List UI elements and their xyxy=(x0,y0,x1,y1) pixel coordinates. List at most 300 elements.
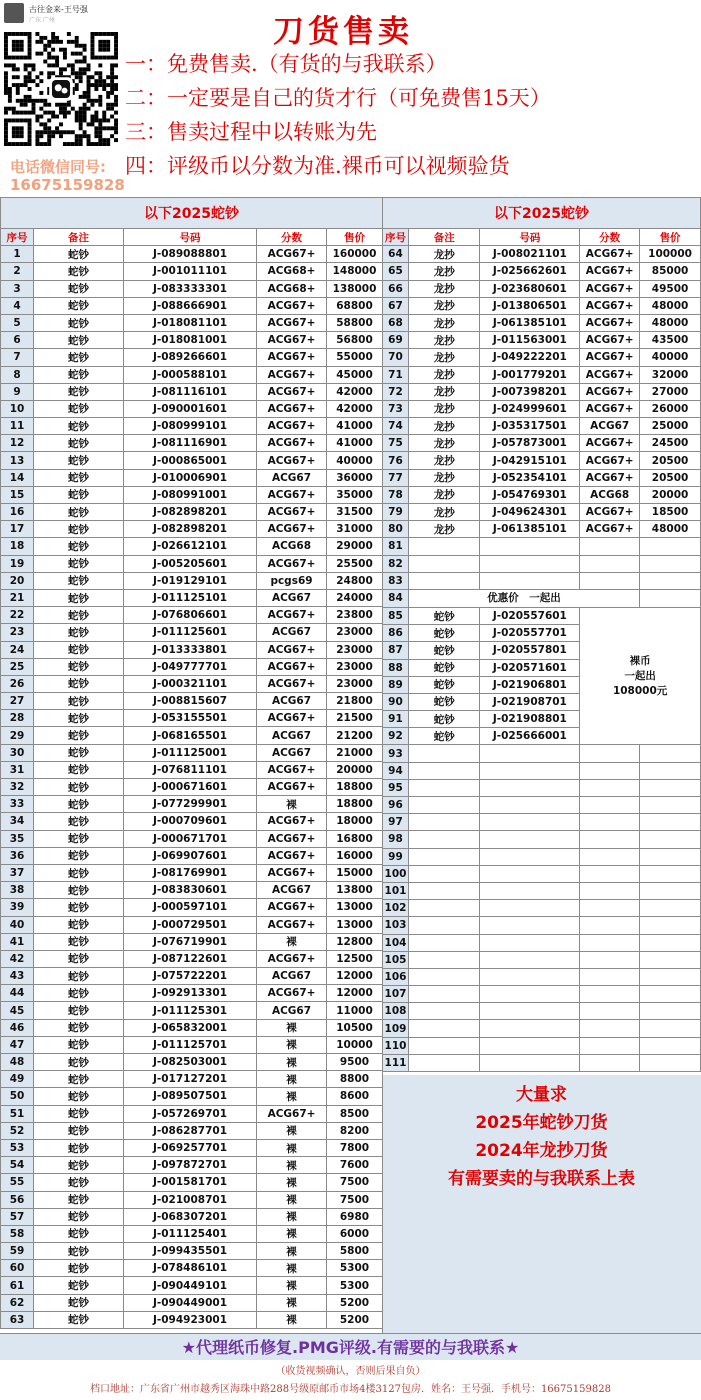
demand-line: 有需要卖的与我联系上表 xyxy=(448,1169,635,1189)
table-row xyxy=(1,1019,383,1036)
table-row xyxy=(1,830,383,847)
row-serial: J-061385101 xyxy=(480,314,580,331)
row-number: 33 xyxy=(1,796,34,813)
row-number: 70 xyxy=(383,349,409,366)
row-price xyxy=(640,745,701,762)
row-grade: 裸 xyxy=(257,1277,327,1294)
row-price xyxy=(640,934,701,951)
row-grade: 裸 xyxy=(257,1122,327,1139)
row-serial: J-001779201 xyxy=(480,366,580,383)
row-price: 8600 xyxy=(327,1088,383,1105)
table-row xyxy=(383,366,701,383)
row-serial: J-025666001 xyxy=(480,728,580,745)
row-serial: J-010006901 xyxy=(124,469,257,486)
row-serial: J-025662601 xyxy=(480,263,580,280)
row-serial: J-042915101 xyxy=(480,452,580,469)
row-note: 蛇钞 xyxy=(34,864,124,881)
row-note: 蛇钞 xyxy=(34,1208,124,1225)
bundle-price-line: 裸币 xyxy=(629,654,651,667)
table-row xyxy=(383,452,701,469)
row-note: 蛇钞 xyxy=(34,555,124,572)
row-number: 38 xyxy=(1,882,34,899)
row-price xyxy=(640,1037,701,1054)
row-serial: J-076811101 xyxy=(124,761,257,778)
row-serial xyxy=(480,917,580,934)
row-serial: J-013806501 xyxy=(480,297,580,314)
row-price xyxy=(640,762,701,779)
row-price: 7500 xyxy=(327,1191,383,1208)
row-grade xyxy=(580,745,640,762)
table-row xyxy=(383,418,701,435)
row-note: 蛇钞 xyxy=(408,711,480,728)
row-note: 蛇钞 xyxy=(34,1002,124,1019)
row-number: 71 xyxy=(383,366,409,383)
row-number: 105 xyxy=(383,951,409,968)
row-number: 35 xyxy=(1,830,34,847)
row-serial xyxy=(480,848,580,865)
table-row xyxy=(383,934,701,951)
table-row xyxy=(1,624,383,641)
row-note: 蛇钞 xyxy=(34,1277,124,1294)
row-note xyxy=(408,986,480,1003)
row-serial: J-000865001 xyxy=(124,452,257,469)
table-row xyxy=(1,675,383,692)
demand-line: 2025年蛇钞刀货 xyxy=(475,1113,608,1133)
row-price: 55000 xyxy=(327,349,383,366)
table-row xyxy=(383,831,701,848)
row-price: 29000 xyxy=(327,538,383,555)
row-grade: ACG67+ xyxy=(257,641,327,658)
row-note: 蛇钞 xyxy=(34,1260,124,1277)
row-price: 40000 xyxy=(640,349,701,366)
row-serial: J-011563001 xyxy=(480,332,580,349)
row-number: 65 xyxy=(383,263,409,280)
row-number: 34 xyxy=(1,813,34,830)
row-number: 109 xyxy=(383,1020,409,1037)
row-grade: ACG67+ xyxy=(257,521,327,538)
row-serial: J-020557701 xyxy=(480,625,580,642)
row-note: 蛇钞 xyxy=(34,1174,124,1191)
row-serial: J-090449101 xyxy=(124,1277,257,1294)
row-grade: ACG67+ xyxy=(580,504,640,521)
header-note: 备注 xyxy=(408,229,480,246)
row-number: 101 xyxy=(383,882,409,899)
row-grade: ACG67+ xyxy=(580,314,640,331)
row-grade: ACG67+ xyxy=(257,864,327,881)
row-note: 蛇钞 xyxy=(34,572,124,589)
row-note: 蛇钞 xyxy=(34,1243,124,1260)
row-grade: 裸 xyxy=(257,1054,327,1071)
row-note: 蛇钞 xyxy=(408,607,480,624)
row-serial: J-068165501 xyxy=(124,727,257,744)
row-serial: J-069257701 xyxy=(124,1139,257,1156)
table-row xyxy=(1,314,383,331)
row-grade: ACG67 xyxy=(257,624,327,641)
row-grade: ACG67+ xyxy=(257,761,327,778)
row-grade xyxy=(580,968,640,985)
row-note: 蛇钞 xyxy=(408,676,480,693)
row-price xyxy=(640,814,701,831)
table-row xyxy=(1,1036,383,1053)
row-note: 蛇钞 xyxy=(34,916,124,933)
row-number: 69 xyxy=(383,332,409,349)
row-grade: 裸 xyxy=(257,933,327,950)
table-row xyxy=(1,366,383,383)
row-note: 龙抄 xyxy=(408,435,480,452)
row-grade: ACG67+ xyxy=(257,779,327,796)
row-number: 6 xyxy=(1,332,34,349)
row-grade: 裸 xyxy=(257,1243,327,1260)
table-row xyxy=(1,263,383,280)
row-note xyxy=(408,555,480,572)
row-price: 25000 xyxy=(640,418,701,435)
row-note: 龙抄 xyxy=(408,469,480,486)
table-row xyxy=(383,555,701,572)
row-number: 56 xyxy=(1,1191,34,1208)
row-number: 91 xyxy=(383,711,409,728)
row-price: 20000 xyxy=(327,761,383,778)
row-note: 蛇钞 xyxy=(34,504,124,521)
table-row xyxy=(1,538,383,555)
row-serial: J-057873001 xyxy=(480,435,580,452)
row-price: 8500 xyxy=(327,1105,383,1122)
table-row xyxy=(383,917,701,934)
table-row xyxy=(383,314,701,331)
row-number: 68 xyxy=(383,314,409,331)
row-grade: ACG67+ xyxy=(257,349,327,366)
row-serial: J-001581701 xyxy=(124,1174,257,1191)
row-grade: ACG67+ xyxy=(257,813,327,830)
table-row xyxy=(1,1002,383,1019)
row-price: 18000 xyxy=(327,813,383,830)
row-grade: ACG67+ xyxy=(580,383,640,400)
row-serial: J-021908801 xyxy=(480,711,580,728)
row-serial xyxy=(480,1003,580,1020)
row-grade: ACG67 xyxy=(257,589,327,606)
bundle-price-line: 108000元 xyxy=(612,684,668,697)
row-serial: J-080991001 xyxy=(124,486,257,503)
table-row xyxy=(1,916,383,933)
row-price: 5200 xyxy=(327,1294,383,1311)
row-grade: 裸 xyxy=(257,796,327,813)
row-number: 22 xyxy=(1,607,34,624)
row-price: 5800 xyxy=(327,1243,383,1260)
row-number: 14 xyxy=(1,469,34,486)
row-grade: ACG67+ xyxy=(580,435,640,452)
row-note: 蛇钞 xyxy=(34,435,124,452)
row-number: 43 xyxy=(1,968,34,985)
footer-address: 档口地址：广东省广州市越秀区海珠中路288号级原邮币市场4楼3127包房．姓名：王号强．手机号：16675159828 xyxy=(90,1384,611,1395)
row-number: 94 xyxy=(383,762,409,779)
row-number: 80 xyxy=(383,521,409,538)
row-note: 蛇钞 xyxy=(34,486,124,503)
row-number: 23 xyxy=(1,624,34,641)
row-price: 42000 xyxy=(327,383,383,400)
row-number: 98 xyxy=(383,831,409,848)
row-number: 55 xyxy=(1,1174,34,1191)
row-note: 蛇钞 xyxy=(34,847,124,864)
row-serial xyxy=(480,900,580,917)
row-serial: J-000671701 xyxy=(124,830,257,847)
row-number: 75 xyxy=(383,435,409,452)
row-number: 88 xyxy=(383,659,409,676)
row-number: 82 xyxy=(383,555,409,572)
row-price: 7600 xyxy=(327,1157,383,1174)
row-price: 20500 xyxy=(640,469,701,486)
row-price xyxy=(640,797,701,814)
row-note: 蛇钞 xyxy=(34,1311,124,1328)
table-row xyxy=(1,469,383,486)
table-row xyxy=(1,246,383,263)
header-price: 售价 xyxy=(327,229,383,246)
table-row xyxy=(1,521,383,538)
row-serial: J-097872701 xyxy=(124,1157,257,1174)
row-price: 23800 xyxy=(327,607,383,624)
row-grade: pcgs69 xyxy=(257,572,327,589)
row-number: 78 xyxy=(383,486,409,503)
row-note: 龙抄 xyxy=(408,418,480,435)
header-grade: 分数 xyxy=(580,229,640,246)
row-number: 45 xyxy=(1,1002,34,1019)
row-note: 蛇钞 xyxy=(34,349,124,366)
row-serial xyxy=(480,814,580,831)
row-serial: J-081116901 xyxy=(124,435,257,452)
row-serial xyxy=(480,831,580,848)
row-grade xyxy=(580,986,640,1003)
table-row xyxy=(383,865,701,882)
row-serial: J-018081101 xyxy=(124,314,257,331)
row-grade xyxy=(580,814,640,831)
row-note: 龙抄 xyxy=(408,400,480,417)
row-price xyxy=(640,848,701,865)
table-row xyxy=(383,572,701,589)
row-note: 蛇钞 xyxy=(34,589,124,606)
row-price xyxy=(640,572,701,589)
row-serial: J-011125701 xyxy=(124,1036,257,1053)
row-serial: J-019129101 xyxy=(124,572,257,589)
table-row xyxy=(383,762,701,779)
row-number: 13 xyxy=(1,452,34,469)
row-number: 77 xyxy=(383,469,409,486)
row-note: 蛇钞 xyxy=(34,968,124,985)
table-row xyxy=(383,435,701,452)
row-price: 21800 xyxy=(327,693,383,710)
row-note: 蛇钞 xyxy=(34,1088,124,1105)
row-number: 95 xyxy=(383,779,409,796)
row-grade: ACG67+ xyxy=(580,366,640,383)
row-number: 102 xyxy=(383,900,409,917)
row-grade: ACG67+ xyxy=(257,710,327,727)
phone-label: 电话微信同号: xyxy=(10,158,106,176)
table-row xyxy=(383,1054,701,1071)
row-serial: J-099435501 xyxy=(124,1243,257,1260)
row-price: 5300 xyxy=(327,1277,383,1294)
row-serial: J-069907601 xyxy=(124,847,257,864)
row-number: 20 xyxy=(1,572,34,589)
row-grade: ACG67+ xyxy=(580,521,640,538)
row-serial: J-082898201 xyxy=(124,504,257,521)
table-row xyxy=(383,1003,701,1020)
row-grade: ACG68 xyxy=(580,486,640,503)
row-number: 46 xyxy=(1,1019,34,1036)
row-grade: ACG67+ xyxy=(580,332,640,349)
row-serial xyxy=(480,572,580,589)
row-note: 蛇钞 xyxy=(34,744,124,761)
row-serial xyxy=(480,797,580,814)
table-row xyxy=(383,900,701,917)
row-note: 龙抄 xyxy=(408,349,480,366)
row-grade: ACG67+ xyxy=(580,349,640,366)
row-grade: ACG67+ xyxy=(257,847,327,864)
row-serial: J-049777701 xyxy=(124,658,257,675)
section-title: 以下2025蛇钞 xyxy=(1,198,383,229)
row-price: 12500 xyxy=(327,950,383,967)
table-row xyxy=(1,589,383,606)
row-grade xyxy=(580,1003,640,1020)
row-number: 27 xyxy=(1,693,34,710)
table-row xyxy=(1,555,383,572)
footer-banner: ★代理纸币修复.PMG评级.有需要的与我联系★ xyxy=(181,1338,520,1357)
row-note: 蛇钞 xyxy=(34,624,124,641)
row-price xyxy=(640,968,701,985)
row-number: 106 xyxy=(383,968,409,985)
row-price: 27000 xyxy=(640,383,701,400)
row-number: 50 xyxy=(1,1088,34,1105)
row-note: 蛇钞 xyxy=(408,642,480,659)
row-number: 21 xyxy=(1,589,34,606)
row-grade: ACG67+ xyxy=(257,985,327,1002)
row-note: 蛇钞 xyxy=(34,521,124,538)
row-price: 23000 xyxy=(327,624,383,641)
row-grade: ACG67 xyxy=(257,882,327,899)
row-price: 15000 xyxy=(327,864,383,881)
row-number: 63 xyxy=(1,1311,34,1328)
row-grade xyxy=(580,900,640,917)
row-price: 32000 xyxy=(640,366,701,383)
row-number: 107 xyxy=(383,986,409,1003)
row-serial: J-081769901 xyxy=(124,864,257,881)
row-number: 25 xyxy=(1,658,34,675)
row-serial: J-053155501 xyxy=(124,710,257,727)
table-row xyxy=(1,280,383,297)
row-grade: ACG67+ xyxy=(257,658,327,675)
row-note xyxy=(408,968,480,985)
row-note: 蛇钞 xyxy=(34,280,124,297)
row-serial: J-054769301 xyxy=(480,486,580,503)
row-number: 52 xyxy=(1,1122,34,1139)
table-row xyxy=(383,882,701,899)
row-serial xyxy=(480,934,580,951)
row-note: 蛇钞 xyxy=(34,950,124,967)
row-note: 蛇钞 xyxy=(34,796,124,813)
row-serial: J-020557601 xyxy=(480,607,580,624)
table-row xyxy=(383,538,701,555)
row-note xyxy=(408,538,480,555)
row-serial: J-076719901 xyxy=(124,933,257,950)
row-number: 72 xyxy=(383,383,409,400)
row-number: 28 xyxy=(1,710,34,727)
row-number: 37 xyxy=(1,864,34,881)
row-grade: 裸 xyxy=(257,1157,327,1174)
row-note: 蛇钞 xyxy=(34,641,124,658)
table-row xyxy=(1,796,383,813)
row-serial xyxy=(480,951,580,968)
row-note: 蛇钞 xyxy=(34,469,124,486)
row-price: 23000 xyxy=(327,641,383,658)
row-grade xyxy=(580,917,640,934)
row-price: 18500 xyxy=(640,504,701,521)
row-serial xyxy=(480,1054,580,1071)
row-note: 蛇钞 xyxy=(34,246,124,263)
table-row xyxy=(1,899,383,916)
row-grade: ACG67+ xyxy=(580,469,640,486)
row-grade xyxy=(580,1037,640,1054)
row-grade: 裸 xyxy=(257,1208,327,1225)
row-note: 龙抄 xyxy=(408,314,480,331)
row-note: 蛇钞 xyxy=(408,659,480,676)
row-serial: J-018081001 xyxy=(124,332,257,349)
row-note xyxy=(408,951,480,968)
row-note: 龙抄 xyxy=(408,486,480,503)
row-note xyxy=(408,831,480,848)
row-number: 16 xyxy=(1,504,34,521)
table-row xyxy=(383,263,701,280)
row-price: 20000 xyxy=(640,486,701,503)
table-row xyxy=(1,1122,383,1139)
table-row xyxy=(1,985,383,1002)
row-number: 79 xyxy=(383,504,409,521)
row-price: 160000 xyxy=(327,246,383,263)
row-grade: ACG68 xyxy=(257,538,327,555)
row-price: 21500 xyxy=(327,710,383,727)
row-note: 蛇钞 xyxy=(34,727,124,744)
row-number: 31 xyxy=(1,761,34,778)
row-serial: J-089507501 xyxy=(124,1088,257,1105)
table-row xyxy=(1,452,383,469)
row-note: 蛇钞 xyxy=(34,1071,124,1088)
section-title: 以下2025蛇钞 xyxy=(383,198,701,229)
row-grade: ACG67+ xyxy=(580,263,640,280)
row-grade xyxy=(580,848,640,865)
row-price: 9500 xyxy=(327,1054,383,1071)
table-row xyxy=(383,951,701,968)
row-number: 67 xyxy=(383,297,409,314)
row-grade: ACG67+ xyxy=(257,332,327,349)
row-note xyxy=(408,745,480,762)
row-note: 蛇钞 xyxy=(34,1054,124,1071)
row-serial xyxy=(480,538,580,555)
table-row xyxy=(383,297,701,314)
row-note xyxy=(408,762,480,779)
qr-profile xyxy=(4,3,120,25)
row-number: 4 xyxy=(1,297,34,314)
row-grade: 裸 xyxy=(257,1225,327,1242)
row-grade: ACG67+ xyxy=(257,297,327,314)
row-note: 蛇钞 xyxy=(34,830,124,847)
row-price: 21000 xyxy=(327,744,383,761)
row-price: 5300 xyxy=(327,1260,383,1277)
row-price xyxy=(640,1054,701,1071)
row-grade: ACG67 xyxy=(257,1002,327,1019)
table-row xyxy=(1,933,383,950)
row-price: 24800 xyxy=(327,572,383,589)
rule-3: 三：售卖过程中以转账为先 xyxy=(125,120,377,144)
row-number: 66 xyxy=(383,280,409,297)
profile-name: 古往金来-王号强 xyxy=(29,5,88,14)
row-grade: ACG67 xyxy=(257,744,327,761)
row-grade: 裸 xyxy=(257,1019,327,1036)
row-price: 42000 xyxy=(327,400,383,417)
